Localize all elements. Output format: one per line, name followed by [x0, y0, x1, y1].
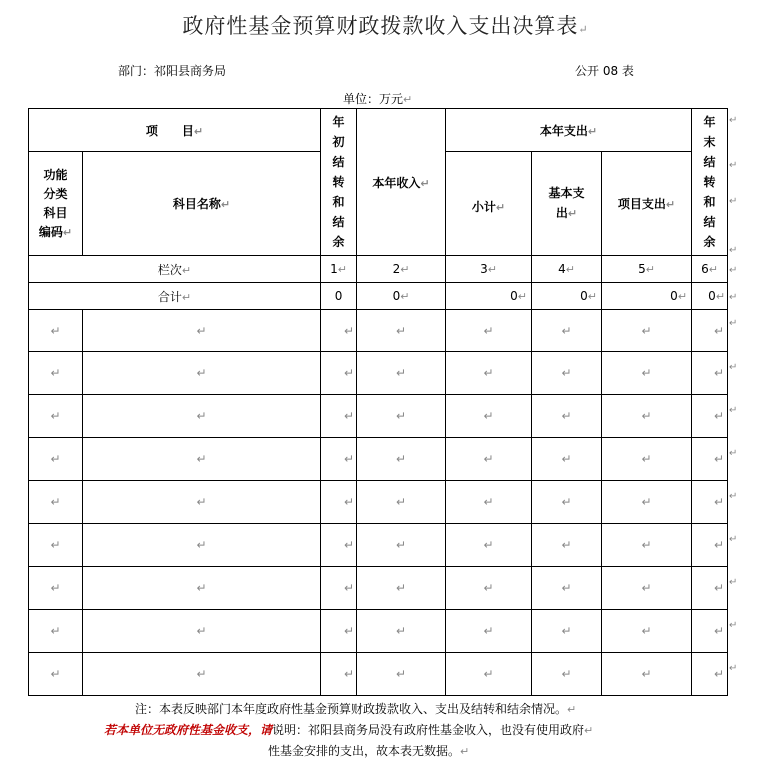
- title-text: 政府性基金预算财政拨款收入支出决算表: [182, 14, 579, 38]
- table-cell: ↵: [321, 567, 357, 610]
- table-cell: ↵: [357, 352, 446, 395]
- row-total-cell: 0: [321, 283, 357, 310]
- note-line-3: 性基金安排的支出，故本表无数据。↵: [268, 744, 470, 758]
- table-row: [29, 395, 728, 438]
- fund-table: [28, 108, 728, 696]
- table-cell: ↵: [357, 567, 446, 610]
- table-cell: ↵: [532, 395, 602, 438]
- table-cell: ↵: [602, 524, 692, 567]
- paragraph-mark-icon: ↵: [729, 663, 738, 674]
- header-basic-expense: 基本支 出↵: [532, 152, 602, 256]
- row-index-cell: 1↵: [321, 256, 357, 283]
- paragraph-mark-icon: ↵: [729, 448, 738, 459]
- table-cell: ↵: [357, 481, 446, 524]
- note-line-2-text: 说明：祁阳县商务局没有政府性基金收入，也没有使用政府: [272, 723, 585, 737]
- note-line-1: 注：本表反映部门本年度政府性基金预算财政拨款收入、支出及结转和结余情况。↵: [135, 702, 577, 716]
- end-balance-chars: 年 末 结 转 和 结 余: [703, 115, 716, 249]
- table-cell: ↵: [532, 438, 602, 481]
- table-cell: ↵: [321, 438, 357, 481]
- empty-rows: [29, 310, 728, 696]
- paragraph-mark-icon: ↵: [729, 491, 738, 502]
- table-row: [29, 610, 728, 653]
- header-subject-name: 科目名称↵: [83, 152, 321, 256]
- table-cell: ↵: [602, 610, 692, 653]
- table-cell: ↵: [602, 481, 692, 524]
- row-index-cell: 2↵: [357, 256, 446, 283]
- table-cell: ↵: [446, 438, 532, 481]
- table-cell: ↵: [83, 438, 321, 481]
- table-cell: ↵: [532, 481, 602, 524]
- table-cell: ↵: [357, 610, 446, 653]
- paragraph-mark-icon: ↵: [729, 265, 738, 276]
- table-cell: ↵: [321, 481, 357, 524]
- paragraph-mark-icon: ↵: [578, 23, 589, 36]
- paragraph-mark-icon: ↵: [729, 577, 738, 588]
- table-cell: ↵: [602, 310, 692, 352]
- table-cell: ↵: [29, 395, 83, 438]
- table-row: [29, 481, 728, 524]
- table-cell: ↵: [83, 610, 321, 653]
- table-cell: ↵: [357, 438, 446, 481]
- row-index: [29, 256, 728, 283]
- table-cell: ↵: [692, 310, 728, 352]
- table-cell: ↵: [532, 524, 602, 567]
- row-index-label: 栏次↵: [29, 256, 321, 283]
- form-code: 公开 08 表: [575, 64, 634, 78]
- table-cell: ↵: [29, 352, 83, 395]
- table-cell: ↵: [532, 653, 602, 696]
- unit-text: 单位：万元: [343, 92, 404, 106]
- table-cell: ↵: [446, 481, 532, 524]
- table-cell: ↵: [83, 481, 321, 524]
- header-subtotal: 小计↵: [446, 152, 532, 256]
- table-cell: ↵: [446, 352, 532, 395]
- table-row: [29, 653, 728, 696]
- table-cell: ↵: [446, 310, 532, 352]
- table-cell: ↵: [83, 395, 321, 438]
- table-cell: ↵: [29, 481, 83, 524]
- paragraph-mark-icon: ↵: [729, 362, 738, 373]
- table-cell: ↵: [446, 524, 532, 567]
- table-cell: ↵: [357, 395, 446, 438]
- note-line-2: 若本单位无政府性基金收支，请说明：祁阳县商务局没有政府性基金收入，也没有使用政府↵: [104, 723, 594, 737]
- paragraph-mark-icon: ↵: [729, 534, 738, 545]
- row-index-cell: 5↵: [602, 256, 692, 283]
- paragraph-mark-icon: ↵: [729, 196, 738, 207]
- header-project-expense: 项目支出↵: [602, 152, 692, 256]
- table-cell: ↵: [321, 653, 357, 696]
- table-row: [29, 438, 728, 481]
- row-index-cell: 3↵: [446, 256, 532, 283]
- table-cell: ↵: [602, 352, 692, 395]
- table-row: [29, 310, 728, 352]
- table-cell: ↵: [602, 567, 692, 610]
- table-cell: ↵: [29, 653, 83, 696]
- row-total-label: 合计↵: [29, 283, 321, 310]
- header-income: 本年收入↵: [357, 109, 446, 256]
- table-cell: ↵: [83, 352, 321, 395]
- unit-label: [343, 90, 412, 107]
- paragraph-mark-icon: ↵: [729, 620, 738, 631]
- row-index-cell: 6↵: [692, 256, 728, 283]
- paragraph-mark-icon: ↵: [729, 292, 738, 303]
- row-index-cell: 4↵: [532, 256, 602, 283]
- table-cell: ↵: [446, 567, 532, 610]
- table-cell: ↵: [692, 567, 728, 610]
- table-cell: ↵: [83, 524, 321, 567]
- begin-balance-chars: 年 初 结 转 和 结 余: [332, 115, 345, 249]
- table-cell: ↵: [692, 352, 728, 395]
- header-func-code: 功能 分类 科目 编码↵: [29, 152, 83, 256]
- table-cell: ↵: [321, 610, 357, 653]
- table-cell: ↵: [602, 653, 692, 696]
- table-cell: ↵: [532, 610, 602, 653]
- paragraph-mark-icon: ↵: [729, 405, 738, 416]
- table-cell: ↵: [692, 653, 728, 696]
- table-cell: ↵: [692, 481, 728, 524]
- row-total-cell: 0↵: [602, 283, 692, 310]
- table-cell: ↵: [532, 567, 602, 610]
- row-total-cell: 0↵: [532, 283, 602, 310]
- table-row: [29, 352, 728, 395]
- table-cell: ↵: [446, 653, 532, 696]
- table-cell: ↵: [83, 653, 321, 696]
- table-cell: ↵: [692, 395, 728, 438]
- table-cell: ↵: [532, 352, 602, 395]
- table-cell: ↵: [83, 310, 321, 352]
- table-cell: ↵: [29, 438, 83, 481]
- table-cell: ↵: [357, 653, 446, 696]
- paragraph-mark-icon: ↵: [403, 93, 413, 106]
- table-cell: ↵: [602, 438, 692, 481]
- table-cell: ↵: [29, 610, 83, 653]
- note-red-prefix: 若本单位无政府性基金收支，请: [104, 723, 273, 737]
- table-cell: ↵: [321, 395, 357, 438]
- table-cell: ↵: [321, 310, 357, 352]
- table-cell: ↵: [357, 524, 446, 567]
- table-cell: ↵: [29, 310, 83, 352]
- table-cell: ↵: [321, 524, 357, 567]
- table-cell: ↵: [692, 524, 728, 567]
- paragraph-mark-icon: ↵: [729, 115, 738, 126]
- table-cell: ↵: [532, 310, 602, 352]
- row-total: [29, 283, 728, 310]
- row-total-cell: 0↵: [446, 283, 532, 310]
- table-cell: ↵: [357, 310, 446, 352]
- table-cell: ↵: [692, 610, 728, 653]
- department-label: 部门：祁阳县商务局: [118, 64, 227, 78]
- page-title: [0, 10, 771, 40]
- table-cell: ↵: [321, 352, 357, 395]
- row-total-cell: 0↵: [357, 283, 446, 310]
- table-row: [29, 524, 728, 567]
- table-cell: ↵: [29, 524, 83, 567]
- table-cell: ↵: [692, 438, 728, 481]
- table-cell: ↵: [29, 567, 83, 610]
- table-cell: ↵: [602, 395, 692, 438]
- paragraph-mark-icon: ↵: [729, 318, 738, 329]
- table-cell: ↵: [446, 610, 532, 653]
- table-cell: ↵: [446, 395, 532, 438]
- paragraph-mark-icon: ↵: [729, 245, 738, 256]
- row-total-cell: 0↵: [692, 283, 728, 310]
- header-end-balance: [692, 109, 728, 256]
- header-expense-group: 本年支出↵: [446, 109, 692, 152]
- table-row: [29, 567, 728, 610]
- paragraph-mark-icon: ↵: [729, 160, 738, 171]
- header-begin-balance: [321, 109, 357, 256]
- header-item: 项 目↵: [29, 109, 321, 152]
- table-cell: ↵: [83, 567, 321, 610]
